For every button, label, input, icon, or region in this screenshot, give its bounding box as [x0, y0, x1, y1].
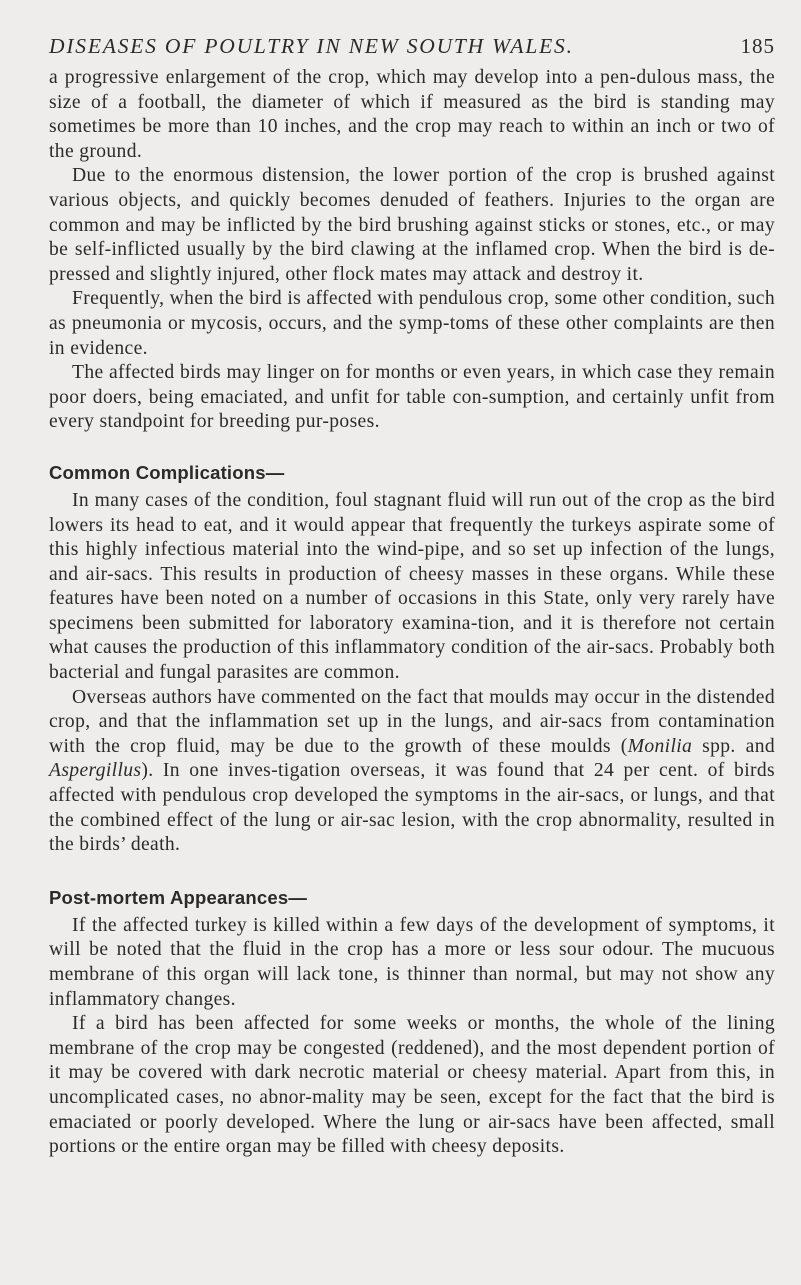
section-heading-post-mortem: Post-mortem Appearances—	[49, 886, 308, 908]
body-paragraph: The affected birds may linger on for months or even years, in which case they remain poor doers, being emaciated, and unfit for table con-sumption, and certainly unfit from every standpoint for breeding pur-poses.	[49, 362, 775, 433]
body-paragraph: Frequently, when the bird is affected with pendulous crop, some other condition, such as pneumonia or mycosis, occurs, and the symp-toms of these other complaints are then in evidence.	[49, 288, 775, 359]
book-page	[49, 20, 775, 1160]
genus-name-monilia: Monilia	[627, 735, 693, 757]
body-paragraph: If the affected turkey is killed within a few days of the development of symptoms, it will be noted that the fluid in the crop has a more or less sour odour. The mucuous membrane of this organ will lack tone, is thinner than normal, but may not show any inflammatory changes.	[49, 914, 775, 1010]
body-paragraph: Due to the enormous distension, the lower portion of the crop is brushed against various objects, and quickly becomes denuded of feathers. Injuries to the organ are common and may be inflicted by the bird brushing against sticks or stones, etc., or may be self-inflicted usually by the bird clawing at the inflamed crop. When the bird is de-pressed and slightly injured, other flock mates may attack and destroy it.	[49, 165, 775, 285]
text-run: Overseas authors have commented on the fact that moulds may occur in the distended crop, and that the inflammation set up in the lungs, and air-sacs from contamination with the crop fluid, may be due to the growth of these moulds (	[49, 686, 775, 757]
section-heading-common-complications: Common Complications—	[49, 461, 285, 483]
body-paragraph	[49, 686, 775, 858]
text-run: spp. and	[692, 735, 775, 757]
body-paragraph: If a bird has been affected for some weeks or months, the whole of the lining membrane of the crop may be congested (reddened), and the most dependent portion of it may be covered with dark necrotic material or cheesy material. Apart from this, in uncomplicated cases, no abnor-mality may be seen, except for the fact that the bird is emaciated or poorly developed. Where the lung or air-sacs have been affected, small portions or the entire organ may be filled with cheesy deposits.	[49, 1013, 775, 1158]
text-run: ). In one inves-tigation overseas, it was found that 24 per cent. of birds affected with pendulous crop developed the symptoms in the air-sacs, or lungs, and that the combined effect of the lung or air-sac lesion, with the crop abnormality, resulted in the birds’ death.	[49, 760, 775, 856]
genus-name-aspergillus: Aspergillus	[49, 760, 142, 782]
page-number: 185	[740, 34, 775, 58]
running-head	[49, 20, 775, 66]
body-paragraph: In many cases of the condition, foul stagnant fluid will run out of the crop as the bird lowers its head to eat, and it would appear that frequently the turkeys aspirate some of this highly infectious material into the wind-pipe, and so set up infection of the lungs, and air-sacs. This results in production of cheesy masses in these organs. While these features have been noted on a number of occasions in this State, only very rarely have specimens been submitted for laboratory examina-tion, and it is therefore not certain what causes the production of this inflammatory condition of the air-sacs. Probably both bacterial and fungal parasites are common.	[49, 489, 775, 684]
body-paragraph: a progressive enlargement of the crop, which may develop into a pen-dulous mass, the size of a football, the diameter of which if measured as the bird is standing may sometimes be more than 10 inches, and the crop may reach to within an inch or two of the ground.	[49, 67, 775, 162]
running-title: DISEASES OF POULTRY IN NEW SOUTH WALES.	[49, 34, 574, 58]
